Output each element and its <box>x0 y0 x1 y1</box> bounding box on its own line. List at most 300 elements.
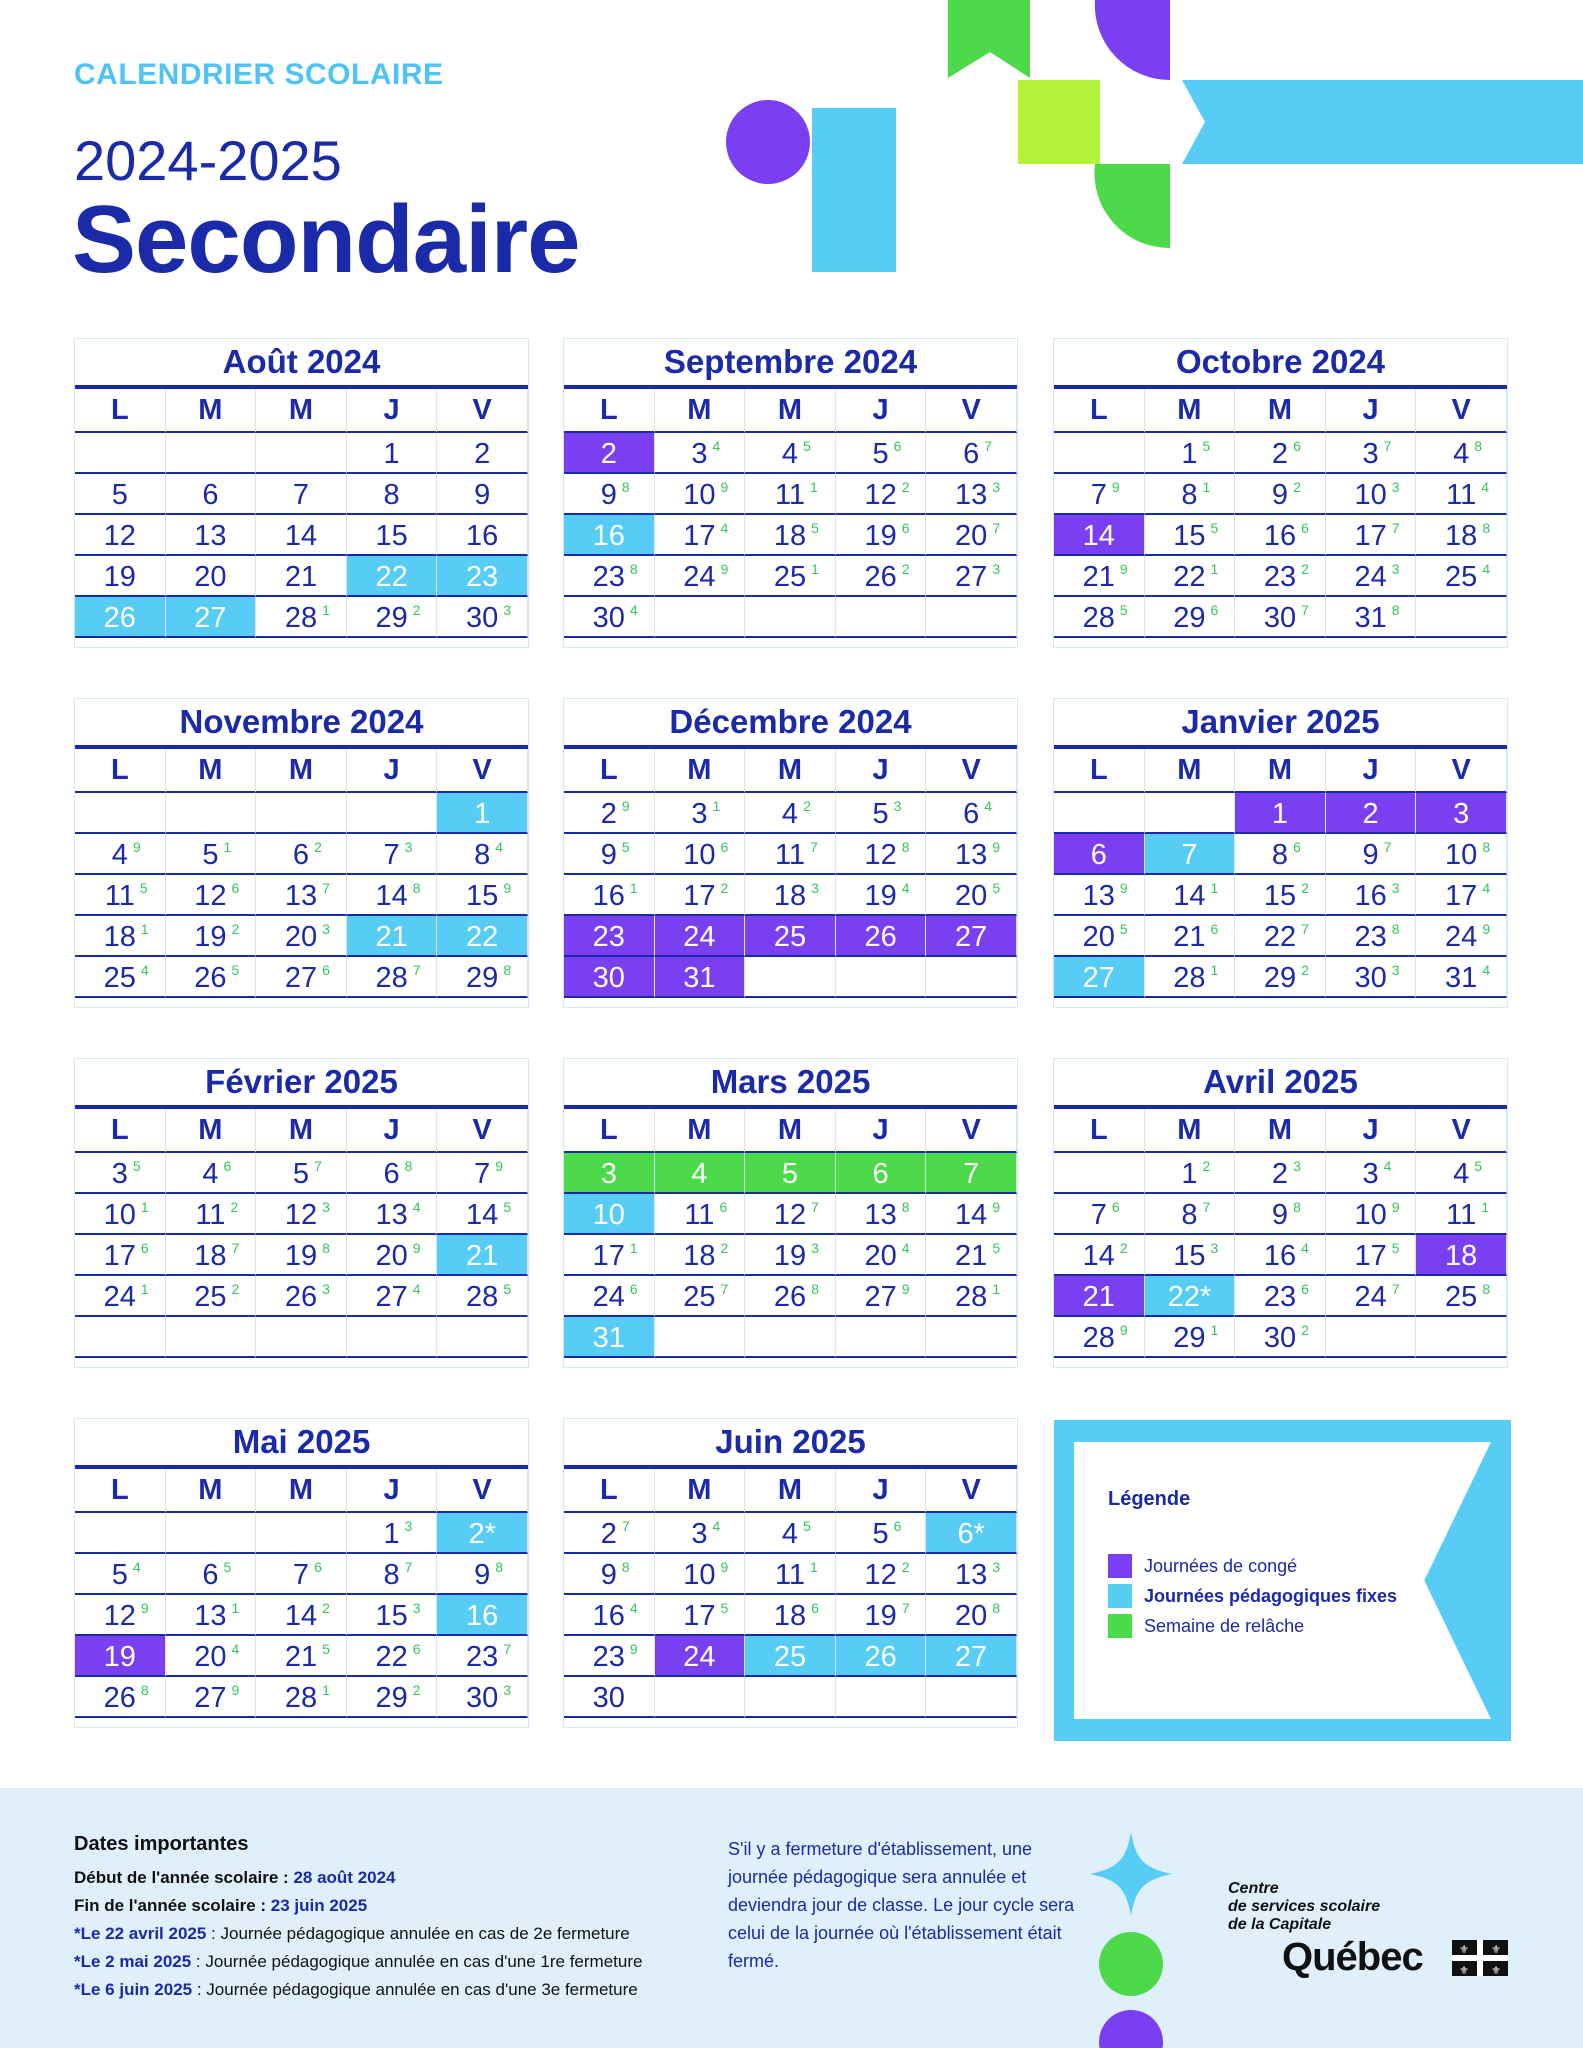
day-number: 6 <box>202 1559 219 1591</box>
day-cell <box>926 433 1017 474</box>
day-cell <box>1145 433 1236 474</box>
day-number: 10 <box>683 839 716 871</box>
weekday-header: M <box>1145 1109 1236 1153</box>
day-number: 19 <box>864 520 897 552</box>
legend-item-relache <box>1108 1614 1304 1638</box>
day-number: 11 <box>1446 1199 1477 1231</box>
cycle-day-number: 6 <box>223 1158 232 1174</box>
cycle-day-number: 6 <box>412 1641 421 1657</box>
month-title: Octobre 2024 <box>1054 339 1507 389</box>
day-number: 12 <box>103 520 136 552</box>
month-grid <box>1054 1109 1507 1358</box>
fleur-de-lis-flag-icon <box>1452 1940 1508 1976</box>
weekday-header: M <box>256 1109 347 1153</box>
day-number: 18 <box>103 921 136 953</box>
logo-quebec-wordmark: Québec <box>1282 1935 1423 1979</box>
day-cell <box>256 875 347 916</box>
cycle-day-number: 1 <box>992 1281 1001 1297</box>
day-number: 17 <box>1354 520 1387 552</box>
legend-swatch-relache <box>1108 1614 1132 1638</box>
cycle-day-number: 2 <box>1301 880 1309 896</box>
day-cell <box>1416 433 1507 474</box>
cycle-day-number: 2 <box>803 798 811 814</box>
day-number: 13 <box>955 479 988 511</box>
cycle-day-number: 5 <box>1119 602 1128 618</box>
day-cell <box>347 1677 438 1718</box>
legend-inner <box>1074 1442 1491 1719</box>
day-number: 20 <box>284 921 318 953</box>
day-cell <box>347 474 438 515</box>
day-number: 25 <box>103 962 136 994</box>
cycle-day-number: 2 <box>1293 479 1301 495</box>
day-number: 14 <box>1082 520 1115 552</box>
day-cell <box>256 1317 347 1358</box>
weekday-header: L <box>75 1469 166 1513</box>
day-number: 18 <box>773 520 807 552</box>
day-cell <box>437 1677 528 1718</box>
day-number: 10 <box>1445 839 1478 871</box>
day-number: 15 <box>466 880 499 912</box>
cycle-day-number: 5 <box>1474 1158 1483 1174</box>
day-cell-conge <box>75 1636 166 1677</box>
day-number: 19 <box>773 1240 807 1272</box>
day-cell <box>926 1276 1017 1317</box>
note3-text: : Journée pédagogique annulée en cas d'une 3e fermeture <box>192 1980 638 1999</box>
day-cell <box>564 1276 655 1317</box>
day-cell <box>256 433 347 474</box>
cycle-day-number: 1 <box>140 1281 149 1297</box>
cycle-day-number: 4 <box>495 839 504 855</box>
day-cell <box>1235 515 1326 556</box>
day-cell <box>836 1276 927 1317</box>
day-number: 15 <box>375 520 408 552</box>
cycle-day-number: 8 <box>404 1158 413 1174</box>
cycle-day-number: 7 <box>901 1600 910 1616</box>
day-cell <box>166 1636 257 1677</box>
month-grid <box>75 1469 528 1718</box>
cycle-day-number: 7 <box>322 880 330 896</box>
day-number: 26 <box>103 602 136 634</box>
cycle-day-number: 5 <box>811 520 819 536</box>
cycle-day-number: 2 <box>412 602 421 618</box>
day-cell <box>347 957 438 998</box>
day-number: 27 <box>375 1281 408 1313</box>
cycle-day-number: 1 <box>322 602 330 618</box>
day-cell-peda <box>166 597 257 638</box>
day-cell <box>926 556 1017 597</box>
day-cell <box>256 597 347 638</box>
cycle-day-number: 1 <box>322 1682 330 1698</box>
day-cell <box>75 1194 166 1235</box>
note1-date: *Le 22 avril 2025 <box>74 1924 207 1943</box>
cycle-day-number: 9 <box>412 1240 421 1256</box>
day-number: 5 <box>292 1158 310 1190</box>
month-title: Mars 2025 <box>564 1059 1017 1109</box>
day-number: 6 <box>202 479 219 511</box>
weekday-header: L <box>75 389 166 433</box>
day-number: 13 <box>1082 880 1115 912</box>
day-cell <box>347 1317 438 1358</box>
day-number: 6 <box>1090 839 1107 871</box>
day-cell <box>1326 515 1417 556</box>
day-cell <box>437 875 528 916</box>
day-number: 24 <box>683 1641 716 1673</box>
cycle-day-number: 3 <box>404 839 413 855</box>
cycle-day-number: 7 <box>1383 839 1392 855</box>
day-cell <box>655 1235 746 1276</box>
day-number: 9 <box>1362 839 1379 871</box>
weekday-header: J <box>836 1469 927 1513</box>
cycle-day-number: 6 <box>629 1281 638 1297</box>
day-number: 16 <box>1354 880 1387 912</box>
day-number: 20 <box>375 1240 408 1272</box>
day-cell <box>836 474 927 515</box>
day-cell <box>75 515 166 556</box>
note2-date: *Le 2 mai 2025 <box>74 1952 192 1971</box>
day-cell-peda <box>1145 1276 1236 1317</box>
calendar-kicker: CALENDRIER SCOLAIRE <box>74 58 444 91</box>
legend-label-conge: Journées de congé <box>1144 1555 1298 1576</box>
day-cell <box>166 793 257 834</box>
cycle-day-number: 5 <box>803 1518 811 1534</box>
cycle-day-number: 6 <box>1293 839 1301 855</box>
day-cell <box>1326 834 1417 875</box>
day-cell <box>1235 916 1326 957</box>
weekday-header: M <box>1235 1109 1326 1153</box>
day-cell <box>75 1235 166 1276</box>
day-cell <box>745 515 836 556</box>
day-number: 13 <box>955 1559 988 1591</box>
day-cell-peda <box>745 1636 836 1677</box>
cycle-day-number: 3 <box>1391 561 1400 577</box>
day-number: 28 <box>466 1281 499 1313</box>
day-cell <box>1235 875 1326 916</box>
day-number: 5 <box>872 798 889 830</box>
legend-panel <box>1054 1420 1511 1741</box>
day-cell <box>836 433 927 474</box>
day-number: 11 <box>104 880 135 912</box>
day-cell <box>256 1513 347 1554</box>
day-number: 10 <box>1354 1199 1387 1231</box>
day-cell <box>655 1554 746 1595</box>
month-grid <box>564 749 1017 998</box>
day-number: 31 <box>1445 962 1478 994</box>
legend-swatch-conge <box>1108 1554 1132 1578</box>
day-cell <box>166 1235 257 1276</box>
cycle-day-number: 4 <box>901 1240 910 1256</box>
day-number: 12 <box>773 1199 807 1231</box>
weekday-header: V <box>1416 389 1507 433</box>
day-cell <box>745 1235 836 1276</box>
day-number: 19 <box>864 1600 897 1632</box>
day-cell-peda <box>1145 834 1236 875</box>
weekday-header: V <box>926 389 1017 433</box>
cycle-day-number: 2 <box>720 880 729 896</box>
weekday-header: L <box>75 749 166 793</box>
weekday-header: M <box>745 1469 836 1513</box>
day-number: 26 <box>864 1641 897 1673</box>
day-number: 30 <box>1263 1322 1297 1354</box>
day-cell-peda <box>836 1636 927 1677</box>
day-number: 25 <box>773 561 807 593</box>
cycle-day-number: 2 <box>1202 1158 1211 1174</box>
cycle-day-number: 8 <box>1293 1199 1301 1215</box>
day-cell <box>655 1276 746 1317</box>
month-grid <box>75 749 528 998</box>
day-number: 22 <box>1263 921 1297 953</box>
cycle-day-number: 1 <box>231 1600 240 1616</box>
day-cell <box>437 1636 528 1677</box>
weekday-header: M <box>256 749 347 793</box>
day-cell <box>836 515 927 556</box>
day-number: 24 <box>683 561 716 593</box>
day-cell <box>836 793 927 834</box>
day-cell <box>745 1595 836 1636</box>
day-number: 29 <box>1173 1322 1206 1354</box>
weekday-header: M <box>166 749 257 793</box>
day-cell-peda <box>1054 957 1145 998</box>
cycle-day-number: 4 <box>1482 962 1491 978</box>
day-number: 8 <box>1181 1199 1198 1231</box>
cycle-day-number: 5 <box>503 1199 512 1215</box>
school-start-line <box>74 1868 396 1888</box>
day-cell <box>745 834 836 875</box>
weekday-header: J <box>347 1469 438 1513</box>
day-cell <box>75 875 166 916</box>
svg-text:⚜: ⚜ <box>1491 1964 1501 1976</box>
day-cell <box>1235 1317 1326 1358</box>
day-cell <box>1054 556 1145 597</box>
day-cell <box>1326 916 1417 957</box>
day-cell <box>655 597 746 638</box>
day-number: 20 <box>194 1641 227 1673</box>
day-number: 10 <box>683 479 716 511</box>
cycle-day-number: 4 <box>132 1559 141 1575</box>
cycle-day-number: 8 <box>992 1600 1001 1616</box>
cycle-day-number: 8 <box>621 1559 630 1575</box>
day-number: 27 <box>284 962 318 994</box>
day-number: 4 <box>781 798 799 830</box>
weekday-header: L <box>564 389 655 433</box>
day-cell <box>1416 1153 1507 1194</box>
day-number: 16 <box>592 520 625 552</box>
day-number: 30 <box>592 1682 625 1714</box>
day-cell <box>1326 1153 1417 1194</box>
day-cell <box>655 1317 746 1358</box>
day-cell <box>745 957 836 998</box>
day-cell <box>1235 1276 1326 1317</box>
day-cell <box>75 1554 166 1595</box>
day-cell-peda <box>437 556 528 597</box>
day-cell <box>75 1317 166 1358</box>
day-cell-peda <box>75 597 166 638</box>
cycle-day-number: 9 <box>992 1199 1001 1215</box>
legend-item-peda <box>1108 1584 1397 1608</box>
cycle-day-number: 3 <box>893 798 902 814</box>
cycle-day-number: 7 <box>1301 921 1309 937</box>
weekday-header: M <box>655 1109 746 1153</box>
note1-text: : Journée pédagogique annulée en cas de 2e fermeture <box>206 1924 630 1943</box>
day-number: 29 <box>466 962 499 994</box>
day-cell <box>1145 515 1236 556</box>
day-cell-conge <box>1054 515 1145 556</box>
month-title: Mai 2025 <box>75 1419 528 1469</box>
day-number: 15 <box>1173 1240 1206 1272</box>
cycle-day-number: 2 <box>231 921 240 937</box>
month-title: Février 2025 <box>75 1059 528 1109</box>
day-cell <box>437 1317 528 1358</box>
day-cell <box>347 793 438 834</box>
day-number: 1 <box>1181 1158 1198 1190</box>
day-cell-conge <box>1054 834 1145 875</box>
day-cell <box>1416 1194 1507 1235</box>
day-cell <box>745 1677 836 1718</box>
day-cell <box>926 1235 1017 1276</box>
day-cell-peda <box>564 1194 655 1235</box>
day-number: 23 <box>592 1641 625 1673</box>
weekday-header: M <box>256 389 347 433</box>
month-title: Juin 2025 <box>564 1419 1017 1469</box>
day-cell <box>1235 1235 1326 1276</box>
day-cell <box>655 433 746 474</box>
weekday-header: L <box>75 1109 166 1153</box>
day-number: 16 <box>466 1600 499 1632</box>
day-cell-conge <box>564 957 655 998</box>
day-cell-relache <box>564 1153 655 1194</box>
day-cell-relache <box>745 1153 836 1194</box>
weekday-header: V <box>1416 749 1507 793</box>
day-cell <box>437 1554 528 1595</box>
cycle-day-number: 2 <box>314 839 322 855</box>
page-title: Secondaire <box>72 186 580 293</box>
cycle-day-number: 1 <box>1210 880 1219 896</box>
cycle-day-number: 4 <box>231 1641 240 1657</box>
day-cell <box>836 1595 927 1636</box>
cycle-day-number: 6 <box>1293 438 1301 454</box>
svg-text:⚜: ⚜ <box>1459 1964 1469 1976</box>
school-start-label: Début de l'année scolaire : <box>74 1868 289 1887</box>
month-title: Août 2024 <box>75 339 528 389</box>
weekday-header: L <box>1054 1109 1145 1153</box>
day-cell <box>1416 1317 1507 1358</box>
day-cell <box>1145 1317 1236 1358</box>
day-cell <box>166 916 257 957</box>
day-number: 23 <box>466 561 499 593</box>
day-cell <box>926 474 1017 515</box>
weekday-header: V <box>926 1109 1017 1153</box>
note2-text: : Journée pédagogique annulée en cas d'une 1re fermeture <box>191 1952 643 1971</box>
day-number: 3 <box>1362 1158 1379 1190</box>
day-cell <box>1145 556 1236 597</box>
cycle-day-number: 5 <box>803 438 811 454</box>
day-cell <box>1145 957 1236 998</box>
day-cell <box>564 1513 655 1554</box>
cycle-day-number: 9 <box>720 1559 729 1575</box>
day-number: 30 <box>592 962 625 994</box>
cycle-day-number: 6 <box>322 962 330 978</box>
cycle-day-number: 9 <box>901 1281 910 1297</box>
day-cell <box>1054 474 1145 515</box>
weekday-header: M <box>745 749 836 793</box>
day-number: 19 <box>194 921 227 953</box>
day-number: 8 <box>383 479 400 511</box>
day-number: 29 <box>375 1682 408 1714</box>
cycle-day-number: 3 <box>322 921 330 937</box>
svg-text:⚜: ⚜ <box>1459 1943 1469 1956</box>
day-number: 20 <box>194 561 227 593</box>
day-number: 2 <box>1271 438 1289 470</box>
cycle-day-number: 9 <box>1111 479 1120 495</box>
cycle-day-number: 4 <box>901 880 910 896</box>
day-number: 13 <box>955 839 988 871</box>
cycle-day-number: 7 <box>1301 602 1309 618</box>
day-cell <box>745 875 836 916</box>
decorative-shapes <box>700 0 1583 290</box>
day-cell <box>256 1194 347 1235</box>
day-number: 25 <box>194 1281 227 1313</box>
cycle-day-number: 5 <box>1202 438 1211 454</box>
day-cell <box>1145 474 1236 515</box>
cycle-day-number: 8 <box>1391 921 1400 937</box>
weekday-header: L <box>564 749 655 793</box>
weekday-header: V <box>437 1469 528 1513</box>
cycle-day-number: 2 <box>1119 1240 1128 1256</box>
day-cell <box>655 1677 746 1718</box>
day-number: 14 <box>955 1199 988 1231</box>
weekday-header: M <box>655 1469 746 1513</box>
weekday-header: J <box>347 749 438 793</box>
cycle-day-number: 9 <box>621 798 630 814</box>
cycle-day-number: 3 <box>404 1518 413 1534</box>
cycle-day-number: 8 <box>322 1240 330 1256</box>
day-cell <box>256 474 347 515</box>
day-number: 1 <box>1271 798 1289 830</box>
day-cell <box>437 1276 528 1317</box>
day-number: 28 <box>1082 1322 1115 1354</box>
day-cell <box>564 474 655 515</box>
day-cell <box>256 556 347 597</box>
day-number: 29 <box>375 602 408 634</box>
day-number: 27 <box>955 1641 988 1673</box>
day-number: 27 <box>864 1281 897 1313</box>
month-title: Septembre 2024 <box>564 339 1017 389</box>
day-cell <box>437 957 528 998</box>
day-number: 13 <box>375 1199 408 1231</box>
day-cell <box>926 1677 1017 1718</box>
day-cell <box>655 556 746 597</box>
day-cell <box>926 875 1017 916</box>
month-title: Janvier 2025 <box>1054 699 1507 749</box>
day-cell <box>75 1513 166 1554</box>
day-number: 27 <box>955 921 988 953</box>
month-title: Novembre 2024 <box>75 699 528 749</box>
day-number: 3 <box>600 1158 617 1190</box>
day-cell <box>347 1276 438 1317</box>
day-number: 31 <box>592 1322 625 1354</box>
day-cell <box>1416 597 1507 638</box>
day-number: 20 <box>864 1240 897 1272</box>
day-number: 23 <box>1263 561 1297 593</box>
day-number: 11 <box>774 839 806 871</box>
cycle-day-number: 2 <box>901 479 910 495</box>
day-cell <box>1326 556 1417 597</box>
day-cell <box>75 1677 166 1718</box>
cycle-day-number: 7 <box>984 438 993 454</box>
day-number: 2 <box>600 438 617 470</box>
cycle-day-number: 4 <box>712 438 721 454</box>
footer-decorative-shapes <box>1086 1830 1176 2048</box>
day-cell <box>1054 1153 1145 1194</box>
